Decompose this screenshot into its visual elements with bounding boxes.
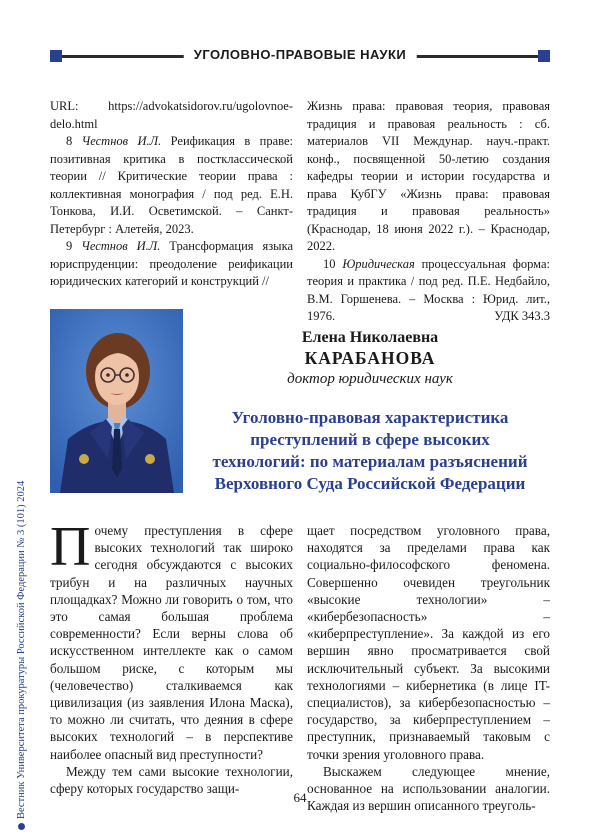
author-photo [50,309,183,493]
author-degree: доктор юридических наук [287,371,453,387]
ref9-text: Трансформация языка юриспруденции: преодоление реификации юридических категорий и конструкций // [50,239,294,288]
page-number: 64 [293,790,307,805]
author-portrait-icon [50,309,183,493]
reference-url [50,98,293,133]
header-square-left [50,50,62,62]
body-left-column [50,516,293,797]
paragraph-3: Выскажем следующее мнение, основанное на использовании аналогии. Каждая из вершин описанного треуголь- [307,763,550,814]
header-square-right [538,50,550,62]
url-label: URL: [50,99,79,113]
running-header [50,46,550,68]
reference-9-continued: Жизнь права: правовая теория, правовая традиция и правовая реальность : сб. материалов VII Междунар. науч.-практ. конф., посвященной 50-летию создания кафедры теории и истории государства и права КубГУ «Жизнь права: правовая традиция и правовая реальность» (Краснодар, 18 июня 2022 г.). – Краснодар, 2022. [307,99,550,253]
body-right-column [307,522,550,814]
drop-cap: П [50,516,91,578]
reference-8 [50,133,293,238]
ref8-text: Реификация в праве: позитивная критика в постклассической теории // Критические теории права : коллективная монография / под ред. Е.Н. Тонкова, И.И. Осветимской. – Санкт-Петербург : Алетейя, 2023. [50,134,293,236]
ref10-text: процессуальная форма: теория и практика / под ред. П.Е. Недбайло, В.М. Горшенева. – Москва : Юрид. лит., 1976. [307,256,550,323]
paragraph-1-text: очему преступления в сфере высоких технологий так широко сегодня обсуждаются с высоких трибун и на различных научных площадках? Можно ли говорить о том, что это самая большая проблема современности? Если верны слова об искусственном интеллекте как о самом большом риске, с которым мы (человечество) сталкиваемся как цивилизация (из заявления Илона Маска), то можно ли считать, что деяния в сфере высоких технологий – в перспективе наиболее опасный вид преступности? [50,523,293,762]
reference-9 [50,238,293,291]
author-surname: КАРАБАНОВА [304,348,436,368]
title-line-3: технологий: по материалам разъяснений [212,452,528,471]
author-name: Елена Николаевна [301,329,439,346]
ref10-number: 10 [323,256,343,271]
section-title: УГОЛОВНО-ПРАВОВЫЕ НАУКИ [184,47,417,62]
ref9-number: 9 [66,239,82,253]
references-right-column [307,98,550,326]
paragraph-2: Между тем сами высокие технологии, сферу которых государство защи- [50,763,293,797]
article-title [190,407,550,495]
journal-sidebar-text [12,170,32,830]
references-left-column [50,98,293,291]
author-block [190,328,550,389]
journal-name: Вестник Университета прокуратуры Российской Федерации № 3 (101) 2024 [16,480,27,819]
ref8-number: 8 [66,134,82,148]
title-line-4: Верховного Суда Российской Федерации [214,474,526,493]
title-line-2: преступлений в сфере высоких [250,430,490,449]
journal-sidebar [12,170,32,830]
udk-code: УДК 343.3 [494,309,550,323]
url-link[interactable]: https://advokatsidorov.ru/ugolovnoe-delo.html [50,99,293,131]
ref10-title: Юридическая [342,256,415,271]
paragraph-1 [50,516,293,763]
ref9-author: Честнов И.Л. [81,239,161,253]
title-line-1: Уголовно-правовая характеристика [231,408,509,427]
ref8-author: Честнов И.Л. [81,134,162,148]
paragraph-2-continued: щает посредством уголовного права, находятся за пределами права как социально-философского феномена. Совершенно очевиден треугольник «высокие технологии» – «кибербезопасность» – «киберпреступление». За каждой из его вершин явно просматривается свой исключительный субъект. За высокими технологиями – кибернетика (в лице IT-специалистов), за кибербезопасностью – государство, за киберпреступлением – преступник, признаваемый таковым с точки зрения уголовного права. [307,523,550,762]
bullet-icon [18,823,25,830]
